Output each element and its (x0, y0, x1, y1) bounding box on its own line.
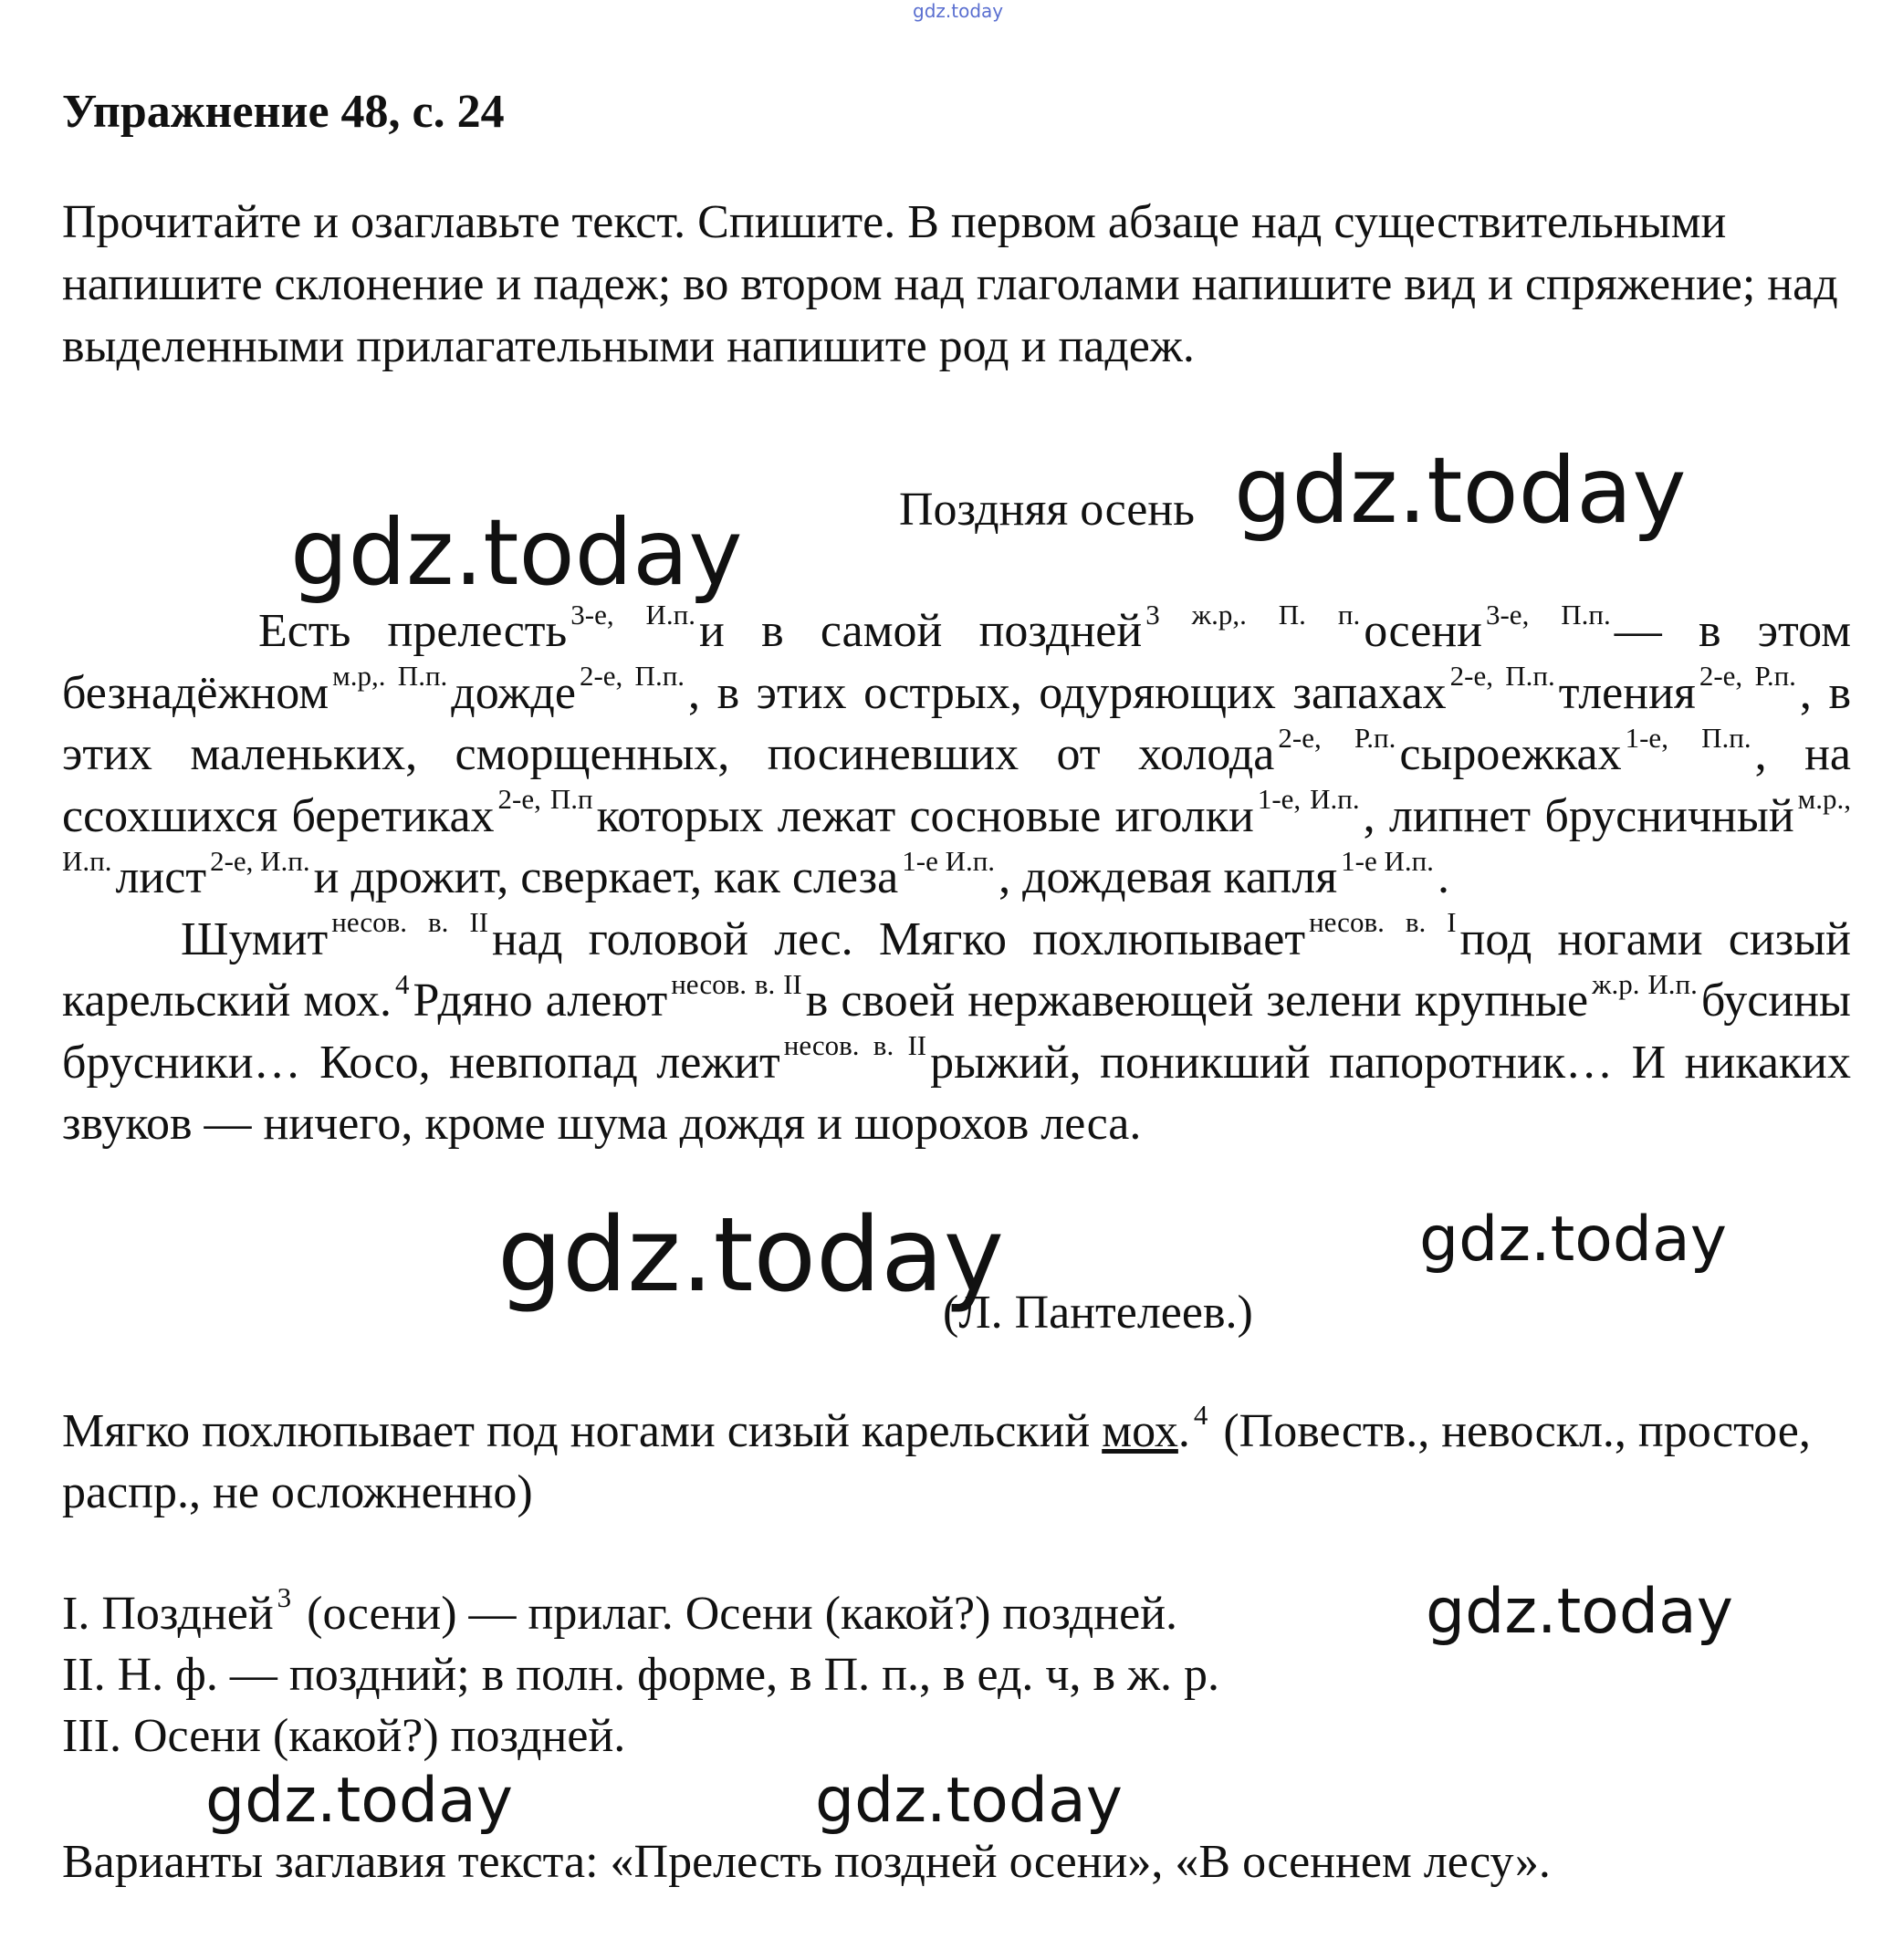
author-credit: (Л. Пантелеев.) (943, 1287, 1253, 1339)
paragraph-1: Есть прелесть $^{3-е, И.п.}$и в самой поздней $^{3 ж.р,. П. п.}$осени $^{3-е, П.п.}$— в этом безнадёжном $^{м.р,. П.п.}$дожде $^{2-е, П.п.}$, в этих острых, одуряющих запахах $^{2-е, П.п.}$тления $^{2-е, Р.п.}$, в этих маленьких, сморщенных, посиневших от холода $^{2-е, Р.п.}$сыроежках $^{1-е, П.п.}$, на ссохшихся беретиках $^{2-е, П.п}$которых лежат сосновые иголки $^{1-е, И.п.}$, липнет брусничный $^{м.р., И.п.}$лист $^{2-е, И.п.}$и дрожит, сверкает, как слеза $^{1-е И.п.}$, дождевая капля $^{1-е И.п.}$. (62, 598, 1852, 903)
morph-line-3: III. Осени (какой?) поздней. (62, 1710, 626, 1762)
watermark: gdz.today (497, 1196, 1005, 1315)
morph-line-1: I. Поздней $^3$ (осени) — прилаг. Осени (какой?) поздней. (62, 1580, 1178, 1640)
watermark-top: gdz.today (913, 0, 1004, 22)
title-variants: Варианты заглавия текста: «Прелесть поздней осени», «В осеннем лесу». (62, 1836, 1551, 1888)
exercise-heading: Упражнение 48, с. 24 (62, 86, 505, 138)
watermark: gdz.today (815, 1765, 1123, 1837)
main-text (62, 600, 1851, 1155)
watermark: gdz.today (1234, 437, 1687, 544)
subject-word: мох (1102, 1405, 1178, 1457)
sentence-analysis: Мягко похлюпывает под ногами сизый карельский мох. $^4$ (Повеств., невоскл., простое, распр., не осложненно) (62, 1398, 1811, 1518)
paragraph-2: Шумит $^{несов. в. II}$над головой лес. Мягко похлюпывает $^{несов. в. I}$под ногами сизый карельский мох. $^4$Рдяно алеют $^{несов. в. II}$в своей нержавеющей зелени крупные $^{ж.р. И.п.}$бусины брусники… Косо, невпопад лежит $^{несов. в. II}$рыжий, поникший папоротник… И никаких звуков — ничего, кроме шума дождя и шорохов леса. (62, 906, 1851, 1150)
watermark: gdz.today (205, 1765, 513, 1837)
watermark: gdz.today (290, 499, 743, 606)
morph-line-2: II. Н. ф. — поздний; в полн. форме, в П. п., в ед. ч, в ж. р. (62, 1649, 1220, 1701)
task-instructions: Прочитайте и озаглавьте текст. Спишите. В первом абзаце над существительными напишите склонение и падеж; во втором над глаголами напишите вид и спряжение; над выделенными прилагательными напишите род и падеж. (62, 196, 1838, 372)
text-title: Поздняя осень (899, 484, 1195, 536)
watermark: gdz.today (1419, 1204, 1727, 1276)
watermark: gdz.today (1426, 1576, 1733, 1648)
